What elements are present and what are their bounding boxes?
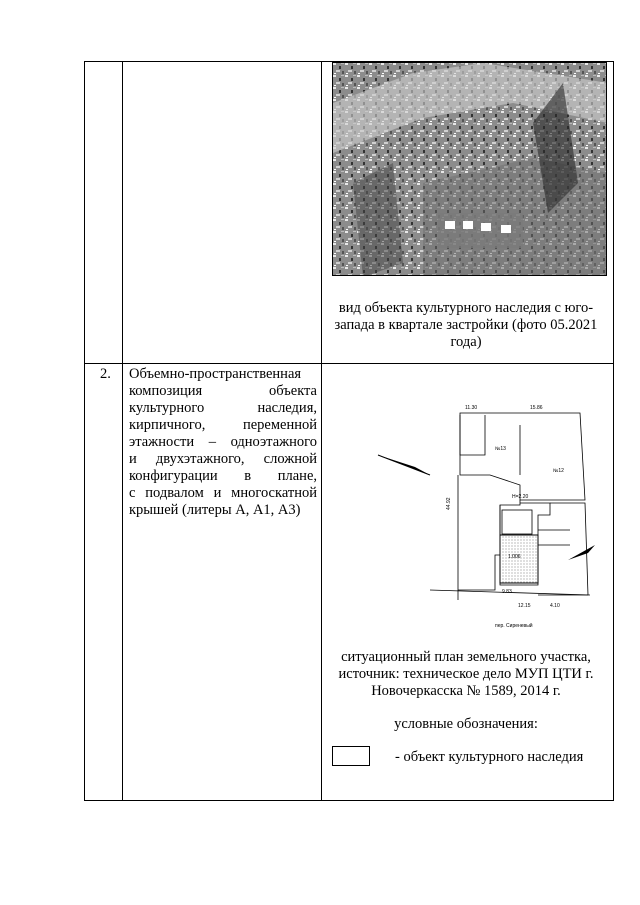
plan-label: 9.83	[502, 589, 512, 595]
photo-caption: вид объекта культурного наследия с юго-запада в квартале застройки (фото 05.2021 года)	[334, 300, 598, 350]
description-line: Объемно-пространственная	[129, 366, 302, 382]
description-line: кирпичного, переменной	[129, 417, 317, 433]
legend-label: - объект культурного наследия	[395, 749, 584, 765]
plan-label: 1.006	[508, 554, 521, 560]
plan-label: 12.15	[518, 603, 531, 609]
plan-label: №13	[495, 446, 506, 452]
plan-label: Н=2.20	[512, 494, 529, 500]
description-line: композиция объекта	[129, 383, 317, 399]
description-line: с подвалом и многоскатной	[129, 485, 317, 501]
description-line: культурного наследия,	[129, 400, 317, 416]
table-border-left	[84, 61, 85, 801]
row-divider	[84, 363, 614, 364]
legend-title: условные обозначения:	[394, 716, 538, 732]
row-number: 2.	[100, 366, 111, 382]
description-line: этажности – одноэтажного	[129, 434, 317, 450]
description-line: и двухэтажного, сложной	[129, 451, 317, 467]
table-border-right	[613, 61, 614, 801]
plan-label: 44.92	[446, 497, 452, 510]
plan-label: №12	[553, 468, 564, 474]
plan-label: 11.30	[465, 405, 478, 411]
heritage-photo	[332, 62, 607, 276]
object-description	[129, 366, 317, 519]
plan-label: пер. Сиреневый	[495, 623, 533, 629]
site-plan	[370, 395, 610, 630]
column-divider-2	[321, 61, 322, 801]
description-line: крышей (литеры А, А1, А3)	[129, 502, 301, 518]
description-line: конфигурации в плане,	[129, 468, 317, 484]
plan-caption: ситуационный план земельного участка, источник: техническое дело МУП ЦТИ г. Новочеркасска № 1589, 2014 г.	[338, 649, 594, 699]
plan-label: 15.86	[530, 405, 543, 411]
table-border-bottom	[84, 800, 614, 801]
column-divider-1	[122, 61, 123, 801]
legend-symbol	[332, 746, 370, 766]
plan-label: 4.10	[550, 603, 560, 609]
